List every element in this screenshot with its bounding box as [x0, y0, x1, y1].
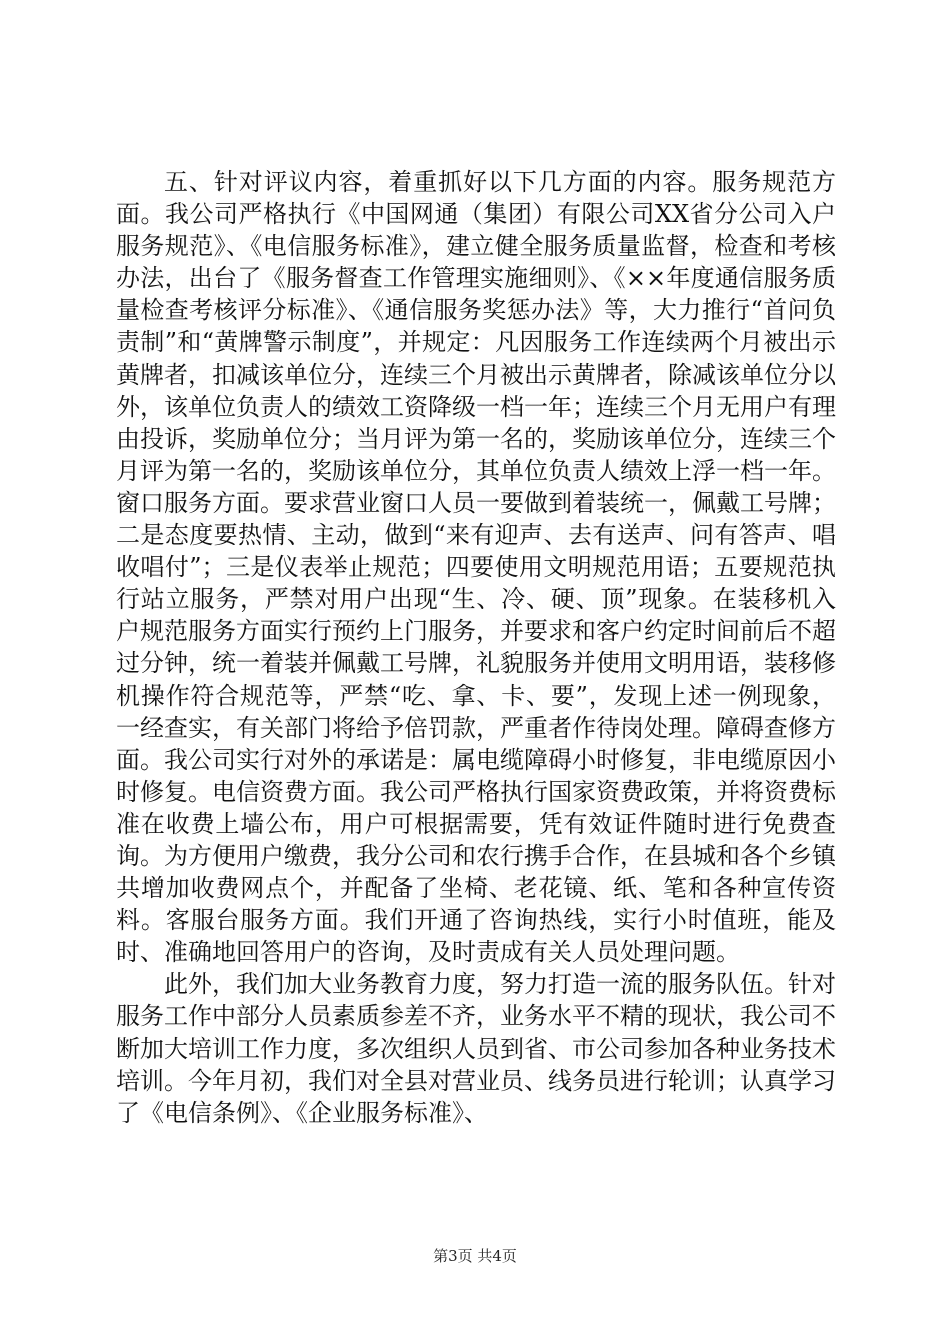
page-number-footer: 第3页 共4页: [433, 1247, 517, 1265]
document-body: [116, 166, 836, 1129]
paragraph-1: 五、针对评议内容，着重抓好以下几方面的内容。服务规范方面。我公司严格执行《中国网通（集团）有限公司XX省分公司入户服务规范》、《电信服务标准》，建立健全服务质量监督，检查和考核办法，出台了《服务督查工作管理实施细则》、《××年度通信服务质量检查考核评分标准》、《通信服务奖惩办法》等，大力推行“首问负责制”和“黄牌警示制度”，并规定：凡因服务工作连续两个月被出示黄牌者，扣减该单位分，连续三个月被出示黄牌者，除减该单位分以外，该单位负责人的绩效工资降级一档一年；连续三个月无用户有理由投诉，奖励单位分；当月评为第一名的，奖励该单位分，连续三个月评为第一名的，奖励该单位分，其单位负责人绩效上浮一档一年。窗口服务方面。要求营业窗口人员一要做到着装统一，佩戴工号牌；二是态度要热情、主动，做到“来有迎声、去有送声、问有答声、唱收唱付”；三是仪表举止规范；四要使用文明规范用语；五要规范执行站立服务，严禁对用户出现“生、冷、硬、顶”现象。在装移机入户规范服务方面实行预约上门服务，并要求和客户约定时间前后不超过分钟，统一着装并佩戴工号牌，礼貌服务并使用文明用语，装移修机操作符合规范等，严禁“吃、拿、卡、要”，发现上述一例现象，一经查实，有关部门将给予倍罚款，严重者作待岗处理。障碍查修方面。我公司实行对外的承诺是：属电缆障碍小时修复，非电缆原因小时修复。电信资费方面。我公司严格执行国家资费政策，并将资费标准在收费上墙公布，用户可根据需要，凭有效证件随时进行免费查询。为方便用户缴费，我分公司和农行携手合作，在县城和各个乡镇共增加收费网点个，并配备了坐椅、老花镜、纸、笔和各种宣传资料。客服台服务方面。我们开通了咨询热线，实行小时值班，能及时、准确地回答用户的咨询，及时责成有关人员处理问题。: [116, 168, 836, 967]
paragraph-2: 此外，我们加大业务教育力度，努力打造一流的服务队伍。针对服务工作中部分人员素质参差不齐，业务水平不精的现状，我公司不断加大培训工作力度，多次组织人员到省、市公司参加各种业务技术培训。今年月初，我们对全县对营业员、线务员进行轮训；认真学习了《电信条例》、《企业服务标准》、: [116, 970, 836, 1127]
